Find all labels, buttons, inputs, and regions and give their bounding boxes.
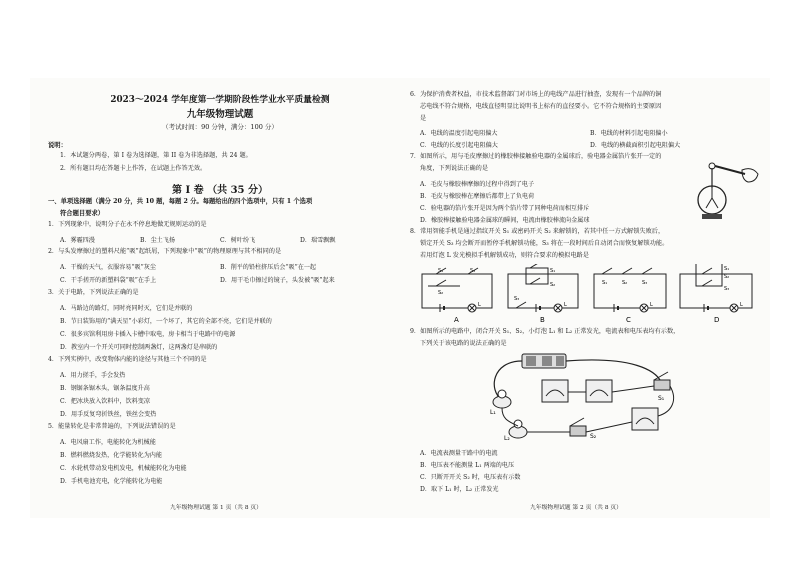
circuit-a-label: A <box>454 316 459 324</box>
q2-option-a: A．干燥的天气，衣服容易“吸”灰尘 <box>60 264 156 271</box>
q1-option-d: D．瑞雪飘飘 <box>300 237 336 244</box>
q9-option-a: A．电流表测量干路中的电流 <box>420 450 498 457</box>
q9-option-c: C．只断开开关 S₂ 时，电压表有示数 <box>420 474 521 481</box>
question-3-stem: 3．关于电路，下列说法正确的是 <box>48 289 139 296</box>
question-1-stem: 1．下列现象中，说明分子在永不停息地做无规则运动的是 <box>48 221 207 228</box>
circuit-b-lamp: L <box>564 302 567 308</box>
page-2 <box>410 78 770 518</box>
q9-label-l1: L₁ <box>490 409 496 416</box>
q4-option-a: A．用力搓手，手会发热 <box>60 372 126 379</box>
question-6-stem-1: 6．为保护消费者权益，市技术监督部门对市场上的电线产品进行抽查，发现有一个品牌的铜 <box>410 91 662 98</box>
circuit-b-s2: S₂ <box>550 282 556 288</box>
q9-label-l2: L₂ <box>504 435 510 442</box>
question-9-stem-1: 9．如图所示的电路中，闭合开关 S₁、S₂，小灯泡 L₁ 和 L₂ 正常发光，电流表和电压表均有示数， <box>410 328 680 335</box>
q6-option-c: C．电线的长度引起电阻偏大 <box>420 142 498 149</box>
q9-label-s1: S₁ <box>658 395 665 402</box>
page-1 <box>30 78 392 518</box>
circuit-d-s2: S₂ <box>724 274 730 280</box>
q6-option-d: D．电线的横截面积引起电阻偏大 <box>590 142 681 149</box>
q9-option-b: B．电压表不能测量 L₁ 两端的电压 <box>420 462 515 469</box>
circuit-b-label: B <box>540 316 545 324</box>
q1-option-a: A．雾霾四漫 <box>60 237 95 244</box>
q3-option-c: C．很多宾馆利用房卡插入卡槽中取电，房卡相当于电路中的电源 <box>60 331 236 338</box>
q7-option-c: C．验电器的箔片张开是因为两个箔片带了同种电荷而相互排斥 <box>420 205 590 212</box>
circuit-d-s3: S₃ <box>724 286 730 292</box>
q2-option-b: B．削平的铅柱挤压后会“吸”在一起 <box>220 264 317 271</box>
time-note: （考试时间：90 分钟，满分：100 分） <box>162 123 278 131</box>
question-7-stem-1: 7．如图所示，用与毛皮摩擦过的橡胶棒接触验电器的金属球后，验电器金属箔片张开一定的 <box>410 153 662 160</box>
circuit-b <box>508 264 578 324</box>
q8-circuit-options <box>416 264 766 326</box>
question-9-stem-2: 下列关于该电路的说法正确的是 <box>420 340 507 347</box>
exam-title: 2023～2024 学年度第一学期阶段性学业水平质量检测 <box>110 95 330 105</box>
q9-label-s2: S₂ <box>590 433 597 440</box>
q1-option-b: B．尘土飞扬 <box>140 237 175 244</box>
section-header: 一、单项选择题（满分 20 分，共 10 题，每题 2 分。每题给出的四个选项中，只有 1 个选项 <box>48 198 313 205</box>
circuit-c-lamp: L <box>650 302 653 308</box>
q9-option-d: D．取下 L₁ 时，L₂ 正常发光 <box>420 486 499 493</box>
q5-option-a: A．电风扇工作，电能转化为机械能 <box>60 439 156 446</box>
part-1-title: 第 I 卷 （共 35 分） <box>171 185 268 196</box>
q7-option-d: D．橡胶棒接触验电器金属球的瞬间，电流由橡胶棒流向金属球 <box>420 217 590 224</box>
q6-option-a: A．电线的温度引起电阻偏大 <box>420 130 498 137</box>
q2-option-c: C．干手搓开的新塑料袋“吸”在手上 <box>60 277 157 284</box>
q7-option-b: B．毛皮与橡胶棒在摩擦后都带上了负电荷 <box>420 193 535 200</box>
circuit-d <box>680 264 752 324</box>
question-8-stem-2: 锁定开关 S₃ 均会断开而暂停手机解锁功能，S₃ 将在一段时间后自动闭合而恢复解锁功能。 <box>420 240 669 247</box>
question-2-stem: 2．与头发摩擦过的塑料尺能“吸”起纸屑，下列现象中“吸”的物理原理与其不相同的是 <box>48 248 282 255</box>
exam-subtitle: 九年级物理试题 <box>186 109 254 120</box>
circuit-c-s3: S₃ <box>642 280 648 286</box>
question-8-stem-3: 若用灯泡 L 发光模拟手机解锁成功，则符合要求的模拟电路是 <box>420 252 589 259</box>
electroscope-diagram <box>690 160 765 222</box>
q9-circuit-diagram <box>482 350 682 442</box>
circuit-a-lamp: L <box>478 302 481 308</box>
q6-option-b: B．电线的材料引起电阻偏小 <box>590 130 668 137</box>
circuit-a-s1: S₁ <box>438 268 444 274</box>
instruction-1: 1．本试题分两卷，第 I 卷为选择题，第 II 卷为非选择题，共 24 题。 <box>60 152 252 159</box>
question-7-stem-2: 角度，下列说法正确的是 <box>420 165 489 172</box>
circuit-b-s1: S₁ <box>550 268 556 274</box>
q4-option-d: D．用手反复弯折铁丝，铁丝会变热 <box>60 411 157 418</box>
q4-option-b: B．钢锯条锯木头，锯条温度升高 <box>60 385 150 392</box>
q3-option-a: A．马路边的路灯，同时亮同时灭，它们是并联的 <box>60 305 193 312</box>
question-6-stem-2: 芯电线不符合规格，电线直径明显比说明书上标有的直径要小。它不符合规格的主要原因 <box>420 103 662 110</box>
q3-option-d: D．教室内一个开关可同时控制两盏灯，这两盏灯是串联的 <box>60 344 218 351</box>
q5-option-d: D．手机电池充电，化学能转化为电能 <box>60 478 163 485</box>
circuit-a-s3: S₃ <box>470 268 476 274</box>
instruction-2: 2．所有题目均在答题卡上作答，在试题上作答无效。 <box>60 165 207 172</box>
q7-option-a: A．毛皮与橡胶棒摩擦的过程中得到了电子 <box>420 181 535 188</box>
circuit-a <box>422 268 492 324</box>
circuit-a-s2: S₂ <box>438 290 444 296</box>
circuit-c-s2: S₂ <box>622 280 628 286</box>
page-1-footer: 九年级物理试题 第 1 页（共 8 页） <box>170 505 262 511</box>
circuit-d-s1: S₁ <box>724 266 730 272</box>
question-5-stem: 5．能量转化是非常普遍的，下列说法错误的是 <box>48 423 176 430</box>
q2-option-d: D．用干毛巾擦过的镜子，头发被“吸”起来 <box>220 277 335 284</box>
circuit-c-label: C <box>626 316 631 324</box>
q3-option-b: B．节日装饰用的“满天星”小彩灯，一个坏了，其它的全部不亮，它们是并联的 <box>60 318 272 325</box>
circuit-b-s3: S₃ <box>514 296 520 302</box>
q5-option-c: C．水轮机带动发电机发电，机械能转化为电能 <box>60 465 187 472</box>
circuit-c <box>594 268 666 324</box>
q4-option-c: C．把冰块放入饮料中，饮料变凉 <box>60 398 150 405</box>
q5-option-b: B．燃料燃烧发热，化学能转化为内能 <box>60 452 162 459</box>
question-4-stem: 4．下列实例中，改变物体内能的途径与其他三个不同的是 <box>48 356 207 363</box>
question-6-stem-3: 是 <box>420 115 427 122</box>
section-header-cont: 符合题目要求） <box>60 210 105 217</box>
instructions-header: 说明： <box>48 142 67 149</box>
exam-sheet <box>30 78 770 518</box>
circuit-d-lamp: L <box>740 302 743 308</box>
circuit-c-s1: S₁ <box>602 280 608 286</box>
circuit-d-label: D <box>714 316 720 324</box>
question-8-stem-1: 8．常用智能手机是通过指纹开关 S₁ 或密码开关 S₂ 来解锁的，若其中任一方式解锁失败后， <box>410 228 665 235</box>
q1-option-c: C．树叶纷飞 <box>220 237 256 244</box>
page-2-footer: 九年级物理试题 第 2 页（共 8 页） <box>530 505 622 511</box>
